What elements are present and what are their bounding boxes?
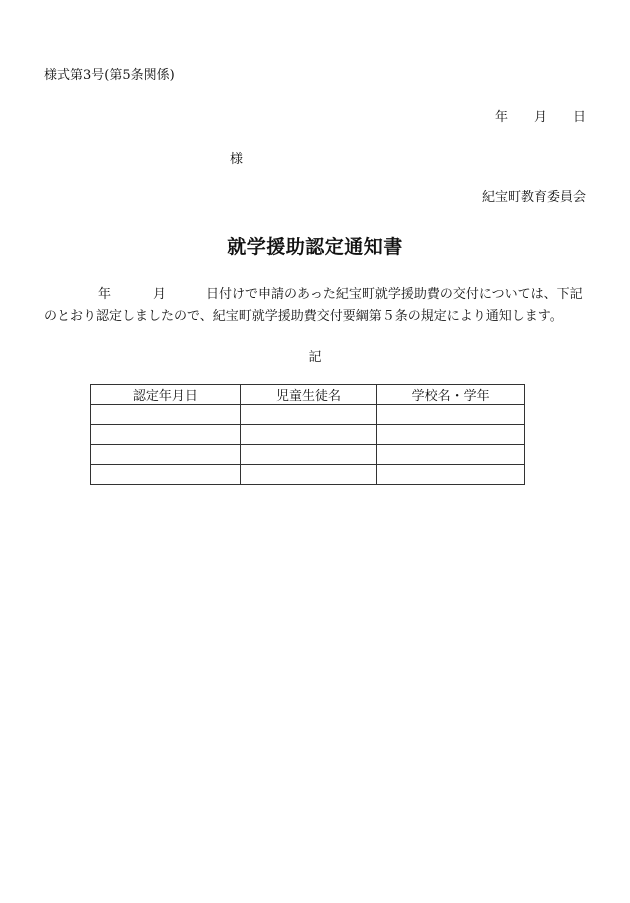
table-cell <box>91 405 241 425</box>
header-student-name: 児童生徒名 <box>240 385 377 405</box>
table-cell <box>240 405 377 425</box>
header-certification-date: 認定年月日 <box>91 385 241 405</box>
table-cell <box>91 425 241 445</box>
document-title: 就学援助認定通知書 <box>227 236 403 258</box>
table-cell <box>377 465 525 485</box>
table-cell <box>91 445 241 465</box>
table-header-row <box>91 385 525 405</box>
date-day-label: 日 <box>572 110 586 125</box>
date-month-label: 月 <box>533 110 547 125</box>
table-row <box>91 465 525 485</box>
body-month-label: 月 <box>153 287 167 302</box>
record-table <box>90 384 525 485</box>
table-row <box>91 425 525 445</box>
date-year-label: 年 <box>494 110 508 125</box>
table-cell <box>377 405 525 425</box>
table-cell <box>377 425 525 445</box>
table-cell <box>240 445 377 465</box>
table-row <box>91 445 525 465</box>
date-line <box>495 106 586 125</box>
body-year-label: 年 <box>98 287 112 302</box>
table-cell <box>91 465 241 485</box>
body-paragraph <box>44 284 589 328</box>
form-number: 様式第3号(第5条関係) <box>44 68 175 83</box>
body-line-2: のとおり認定しましたので、紀宝町就学援助費交付要綱第５条の規定により通知します。 <box>44 309 563 324</box>
recipient-suffix: 様 <box>230 152 244 167</box>
header-school-grade: 学校名・学年 <box>377 385 525 405</box>
table-cell <box>240 425 377 445</box>
body-line-1-text: 日付けで申請のあった紀宝町就学援助費の交付については、下記 <box>206 287 583 302</box>
table-row <box>91 405 525 425</box>
record-label: 記 <box>308 350 322 365</box>
issuer-name: 紀宝町教育委員会 <box>481 190 586 205</box>
table-cell <box>377 445 525 465</box>
table-cell <box>240 465 377 485</box>
body-line-1 <box>44 284 589 306</box>
